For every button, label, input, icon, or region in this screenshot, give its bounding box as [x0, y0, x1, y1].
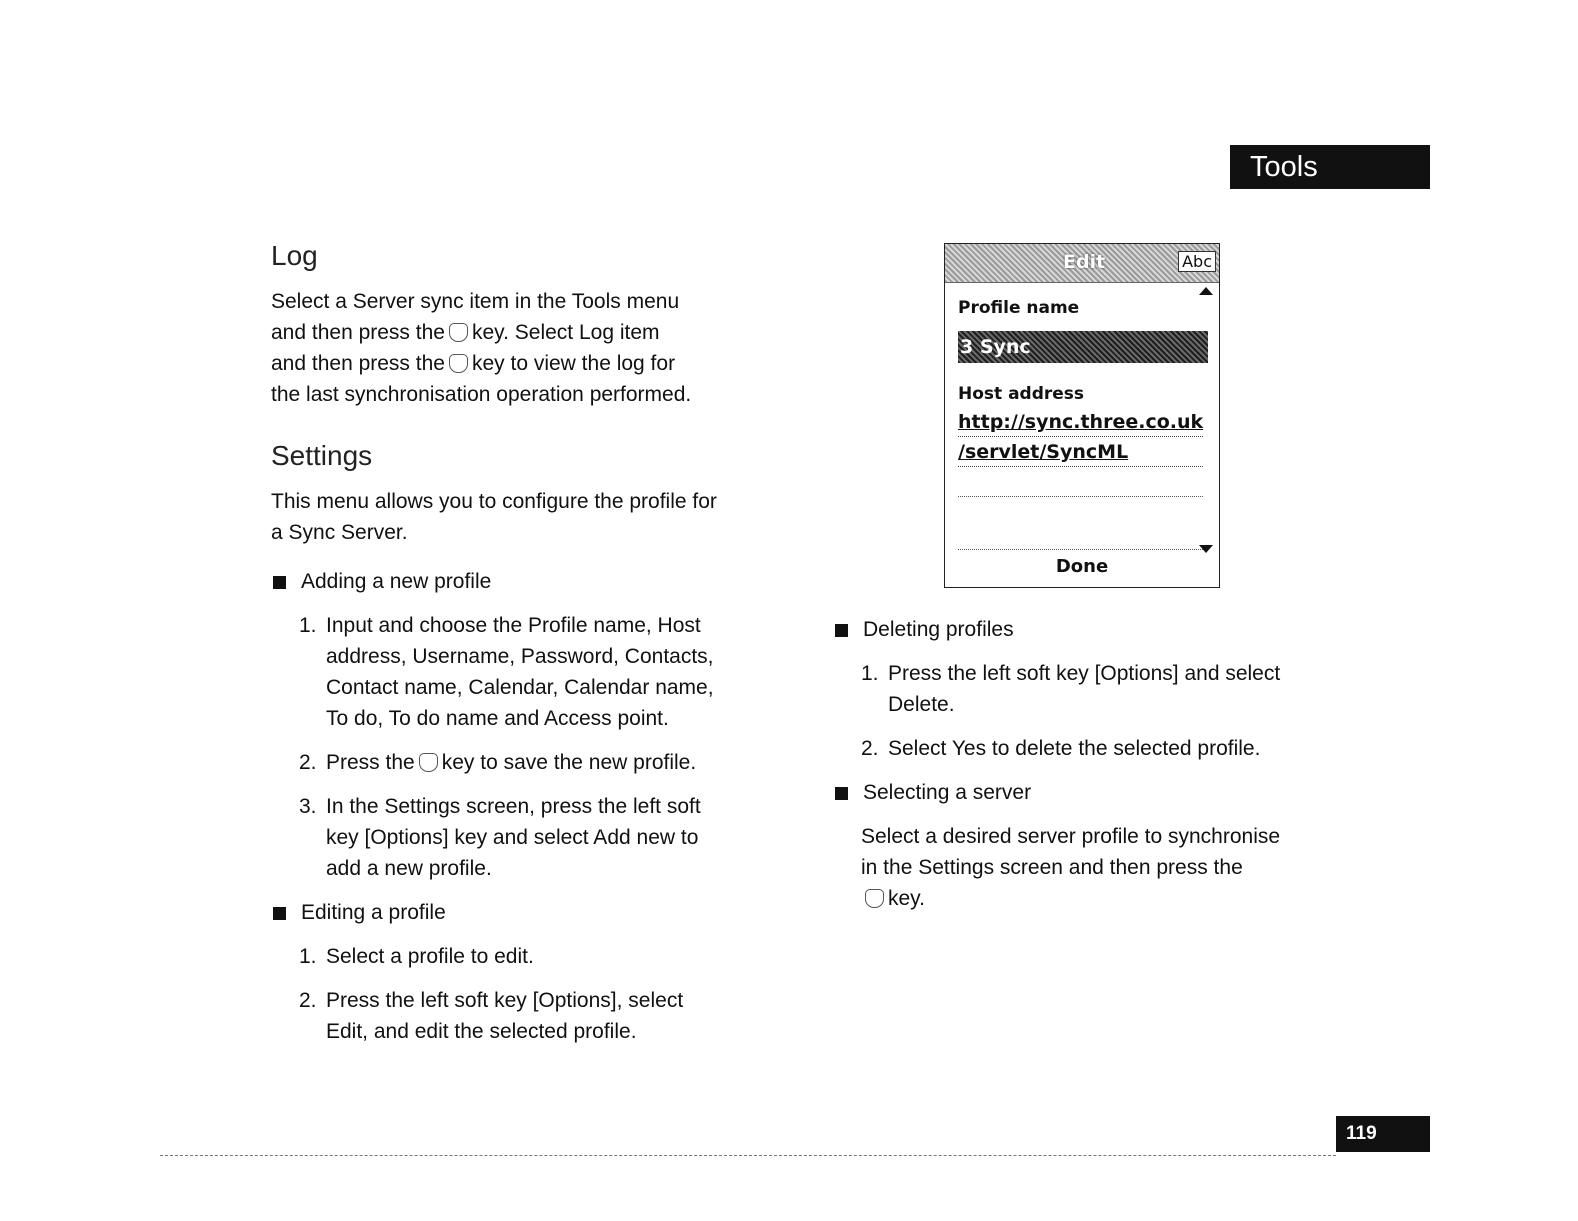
- host-address-line-2: /servlet/SyncML: [958, 438, 1203, 467]
- select-key-icon: [449, 323, 468, 342]
- empty-line: [958, 549, 1203, 550]
- input-mode-indicator: Abc: [1178, 251, 1216, 272]
- phone-screen-figure: [944, 243, 1220, 588]
- page-number: 119: [1336, 1116, 1430, 1152]
- section-tab: Tools: [1230, 145, 1430, 189]
- adding-bullet: Adding a new profile: [271, 566, 791, 597]
- editing-bullet: Editing a profile: [271, 897, 791, 928]
- done-softkey: Done: [1055, 556, 1109, 577]
- deleting-bullet: Deleting profiles: [833, 614, 1353, 645]
- screen-title: Edit: [1063, 251, 1106, 273]
- select-key-icon: [449, 354, 468, 373]
- host-address-label: Host address: [958, 384, 1085, 404]
- deleting-step-1: 1. Press the left soft key [Options] and select Delete.: [861, 662, 1281, 716]
- select-key-icon: [865, 889, 884, 908]
- scroll-up-icon: [1199, 287, 1213, 295]
- scroll-down-icon: [1199, 545, 1213, 553]
- empty-line: [958, 496, 1203, 497]
- settings-intro: This menu allows you to configure the profile for a Sync Server.: [271, 490, 717, 544]
- left-column: [271, 240, 791, 1060]
- editing-step-2: 2. Press the left soft key [Options], select Edit, and edit the selected profile.: [299, 989, 684, 1043]
- deleting-step-2: 2. Select Yes to delete the selected profile.: [861, 737, 1261, 760]
- log-heading: Log: [271, 240, 318, 271]
- select-key-icon: [419, 753, 438, 772]
- adding-step-1: 1. Input and choose the Profile name, Host address, Username, Password, Contacts, Contact name, Calendar, Calendar name, To do, To do name and Access point.: [299, 614, 714, 730]
- footer-rule: [160, 1155, 1336, 1156]
- right-column: [833, 614, 1353, 914]
- adding-step-3: 3. In the Settings screen, press the left soft key [Options] key and select Add new to add a new profile.: [299, 795, 701, 880]
- profile-name-label: Profile name: [958, 298, 1080, 318]
- host-address-line-1: http://sync.three.co.uk: [958, 408, 1203, 437]
- log-paragraph: Select a Server sync item in the Tools menu and then press the key. Select Log item and then press the key to view the log for the last synchronisation operation performed.: [271, 290, 692, 406]
- settings-heading: Settings: [271, 440, 373, 471]
- selecting-bullet: Selecting a server: [833, 777, 1353, 808]
- selecting-paragraph: Select a desired server profile to synchronise in the Settings screen and then press the key.: [861, 825, 1281, 910]
- editing-step-1: 1. Select a profile to edit.: [299, 945, 534, 968]
- profile-name-field: 3 Sync: [958, 331, 1208, 363]
- screen-title-bar: [945, 244, 1219, 283]
- adding-step-2: 2. Press the key to save the new profile.: [299, 751, 697, 774]
